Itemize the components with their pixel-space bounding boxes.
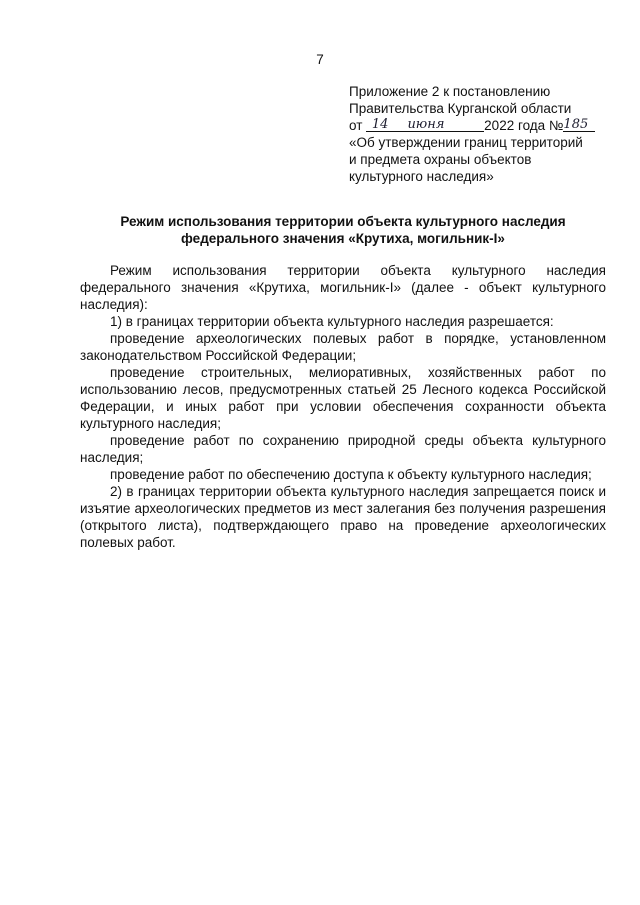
date-underline xyxy=(366,117,484,132)
paragraph: проведение археологических полевых работ в порядке, установленном законодательством Российской Федерации; xyxy=(80,331,606,363)
annex-line: культурного наследия» xyxy=(349,169,494,184)
annex-line: «Об утверждении границ территорий xyxy=(349,135,583,150)
paragraph: 2) в границах территории объекта культурного наследия запрещается поиск и изъятие археологических предметов из мест залегания без получения разрешения (открытого листа), подтверждающего право на проведение археологических полевых работ. xyxy=(80,484,606,550)
date-prefix: от xyxy=(349,118,363,133)
handwritten-day: 14 xyxy=(371,117,389,132)
annex-header xyxy=(349,83,619,185)
annex-line: Правительства Курганской области xyxy=(349,101,572,116)
date-year-text: 2022 года № xyxy=(484,118,564,133)
document-body xyxy=(80,262,606,551)
title-line: федерального значения «Крутиха, могильник-I» xyxy=(181,231,505,246)
paragraph: проведение работ по обеспечению доступа к объекту культурного наследия; xyxy=(110,467,592,482)
number-underline xyxy=(563,117,595,132)
handwritten-month: июня xyxy=(407,117,445,132)
handwritten-number: 185 xyxy=(563,117,589,132)
paragraph: проведение строительных, мелиоративных, хозяйственных работ по использованию лесов, предусмотренных статьей 25 Лесного кодекса Российской Федерации, и иных работ при условии обеспечения сохранности объекта культурного наследия; xyxy=(80,365,606,431)
document-title xyxy=(80,213,606,247)
page-number: 7 xyxy=(316,52,324,67)
annex-date-line xyxy=(349,117,619,134)
annex-line: и предмета охраны объектов xyxy=(349,152,532,167)
paragraph: 1) в границах территории объекта культурного наследия разрешается: xyxy=(110,314,554,329)
paragraph: Режим использования территории объекта культурного наследия федерального значения «Крутиха, могильник-I» (далее - объект культурного наследия): xyxy=(80,263,606,312)
title-line: Режим использования территории объекта культурного наследия xyxy=(120,214,566,229)
paragraph: проведение работ по сохранению природной среды объекта культурного наследия; xyxy=(80,433,606,465)
annex-line: Приложение 2 к постановлению xyxy=(349,84,551,99)
